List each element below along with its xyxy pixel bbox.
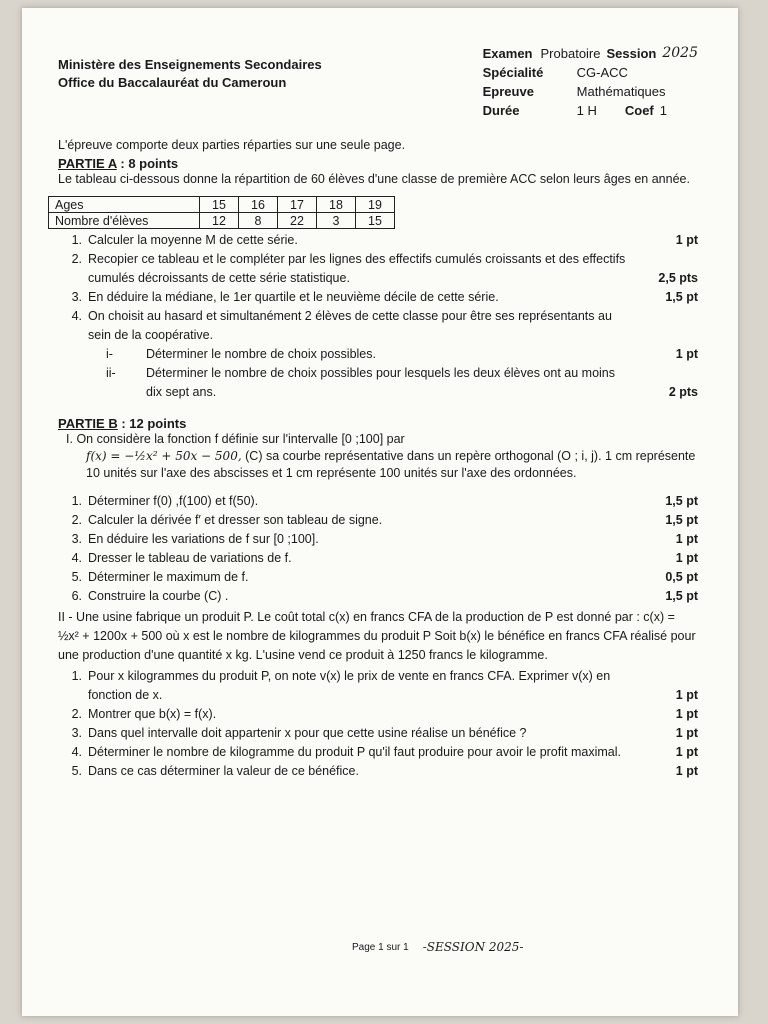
part-a-text: Le tableau ci-dessous donne la répartition de 60 élèves d'une classe de première ACC selon leurs âges en année. [58,172,690,186]
question-number: 6. [71,589,82,603]
question [58,724,698,743]
question-points: 1 pt [675,745,698,759]
epreuve-value: Mathématiques [576,84,666,99]
question [58,307,698,345]
exam-value: Probatoire [540,46,601,61]
question [58,743,698,762]
question-points: 1 pt [675,233,698,247]
part-a-label: PARTIE A [58,156,117,171]
question-number: 2. [71,252,82,266]
sub-question-points: 2 pts [668,385,698,399]
students-cell: 15 [356,213,395,229]
question-number: 1. [71,233,82,247]
question-number: 3. [71,532,82,546]
ages-cell: 16 [239,197,278,213]
ages-table [48,196,395,229]
speciality-label: Spécialité [482,65,544,80]
question-text: Dans ce cas déterminer la valeur de ce bénéfice. [88,764,359,778]
question [58,530,698,549]
question-text: Déterminer le nombre de kilogramme du produit P qu'il faut produire pour avoir le profit maximal. [88,745,621,759]
session-year: 2025 [662,45,698,61]
question-points: 1 pt [675,532,698,546]
part-b-formula-block [86,448,698,482]
speciality-value: CG-ACC [576,65,628,80]
question [58,549,698,568]
question [58,762,698,781]
sub-question-text: Déterminer le nombre de choix possibles. [146,347,376,361]
part-b-questions-i [58,492,698,606]
handwritten-session: -SESSION 2025- [422,940,524,954]
speciality-row [483,63,698,82]
ages-cell: 19 [356,197,395,213]
question-number: 2. [71,513,82,527]
question-number: 4. [71,309,82,323]
exam-label: Examen [482,46,533,61]
question [58,492,698,511]
coef-label: Coef [624,103,654,118]
question-number: 2. [71,707,82,721]
question-number: 3. [71,290,82,304]
duree-value: 1 H [576,103,597,118]
duree-row [483,101,698,120]
page-footer [352,940,523,954]
part-a [55,156,698,402]
question-text: Déterminer le maximum de f. [88,570,249,584]
part-a-points: : 8 points [120,156,179,171]
question-points: 0,5 pt [665,570,698,584]
sub-question-text: Déterminer le nombre de choix possibles pour lesquels les deux élèves ont au moins dix sept ans. [146,366,616,399]
sub-question-number: ii- [106,366,116,380]
question [58,705,698,724]
students-cell: 8 [239,213,278,229]
question-points: 1 pt [675,688,698,702]
question-points: 1,5 pt [665,494,698,508]
question-number: 3. [71,726,82,740]
session-label: Session [606,46,657,61]
question-points: 1,5 pt [665,513,698,527]
part-b-points: : 12 points [121,416,187,431]
institution-block [58,56,322,92]
question-text: Dresser le tableau de variations de f. [88,551,292,565]
question-number: 5. [71,570,82,584]
part-a-title [58,156,698,171]
part-b-i-label: I. [66,432,73,446]
part-a-questions [58,231,698,402]
question-number: 1. [71,494,82,508]
question-text: En déduire les variations de f sur [0 ;100]. [88,532,319,546]
students-cell: 12 [200,213,239,229]
question [58,587,698,606]
question-text: En déduire la médiane, le 1er quartile et le neuvième décile de cette série. [88,290,499,304]
header [58,44,698,120]
question [58,568,698,587]
ages-cell: 18 [317,197,356,213]
part-b-i-text2: (C) sa courbe représentative dans un repère orthogonal (O ; i, j). 1 cm représente 10 unités sur l'axe des abscisses et 1 cm représente 100 unités sur l'axe des ordonnées. [86,449,696,480]
question-points: 2,5 pts [658,271,698,285]
question-number: 5. [71,764,82,778]
question-number: 4. [71,745,82,759]
ministry-name: Ministère des Enseignements Secondaires [58,57,322,72]
ages-cell: 17 [278,197,317,213]
ages-row [49,197,395,213]
exam-row [483,44,698,63]
question [58,288,698,307]
students-cell: 3 [317,213,356,229]
question-points: 1,5 pt [665,290,698,304]
students-row [49,213,395,229]
page-number: Page 1 sur 1 [352,941,409,953]
question-points: 1 pt [675,764,698,778]
epreuve-label: Epreuve [482,84,534,99]
sub-question [106,364,698,402]
question-points: 1 pt [675,551,698,565]
part-b-label: PARTIE B [58,416,118,431]
question-text: Calculer la moyenne M de cette série. [88,233,298,247]
function-formula: f(x) = −½x² + 50x − 500, [86,449,242,463]
duree-label: Durée [482,103,520,118]
part-b-title [58,416,698,431]
part-b-intro [66,431,698,448]
question-text: Déterminer f(0) ,f(100) et f(50). [88,494,259,508]
students-cell: 22 [278,213,317,229]
ages-row-header: Ages [49,197,200,213]
question [58,667,698,705]
question-points: 1 pt [675,707,698,721]
sub-question-points: 1 pt [675,347,698,361]
question-text: Pour x kilogrammes du produit P, on note v(x) le prix de vente en francs CFA. Exprimer v(x) en fonction de x. [88,669,611,702]
epreuve-row [483,82,698,101]
part-b-questions-ii [58,667,698,781]
office-name: Office du Baccalauréat du Cameroun [58,75,287,90]
question-points: 1,5 pt [665,589,698,603]
question-text: Recopier ce tableau et le compléter par les lignes des effectifs cumulés croissants et des effectifs cumulés décroissants de cette série statistique. [88,252,626,285]
question-text: Construire la courbe (C) . [88,589,229,603]
sub-question-number: i- [106,347,113,361]
question-number: 1. [71,669,82,683]
exam-info [483,44,698,120]
question-text: On choisit au hasard et simultanément 2 élèves de cette classe pour être ses représentants au sein de la coopérative. [88,309,612,342]
sub-question [106,345,698,364]
part-b-i-text1: On considère la fonction f définie sur l'intervalle [0 ;100] par [76,432,405,446]
part-b [58,416,698,781]
question [58,250,698,288]
sheet-content [55,44,698,781]
ages-cell: 15 [200,197,239,213]
exam-sheet [22,8,738,1016]
question [58,511,698,530]
question-text: Dans quel intervalle doit appartenir x pour que cette usine réalise un bénéfice ? [88,726,527,740]
students-row-header: Nombre d'élèves [49,213,200,229]
question-text: Montrer que b(x) = f(x). [88,707,217,721]
part-b-ii-text: II - Une usine fabrique un produit P. Le coût total c(x) en francs CFA de la production de P est donné par : c(x) = ½x² + 1200x + 500 où x est le nombre de kilogrammes du produit P Soit b(x) le bénéfice en francs CFA réalisé pour une production d'une quantité x kg. L'usine vend ce produit à 1250 francs le kilogramme. [58,610,696,662]
question-points: 1 pt [675,726,698,740]
coef-value: 1 [659,103,667,118]
intro-text: L'épreuve comporte deux parties réparties sur une seule page. [58,138,406,152]
question-number: 4. [71,551,82,565]
question-text: Calculer la dérivée f′ et dresser son tableau de signe. [88,513,383,527]
question [58,231,698,250]
